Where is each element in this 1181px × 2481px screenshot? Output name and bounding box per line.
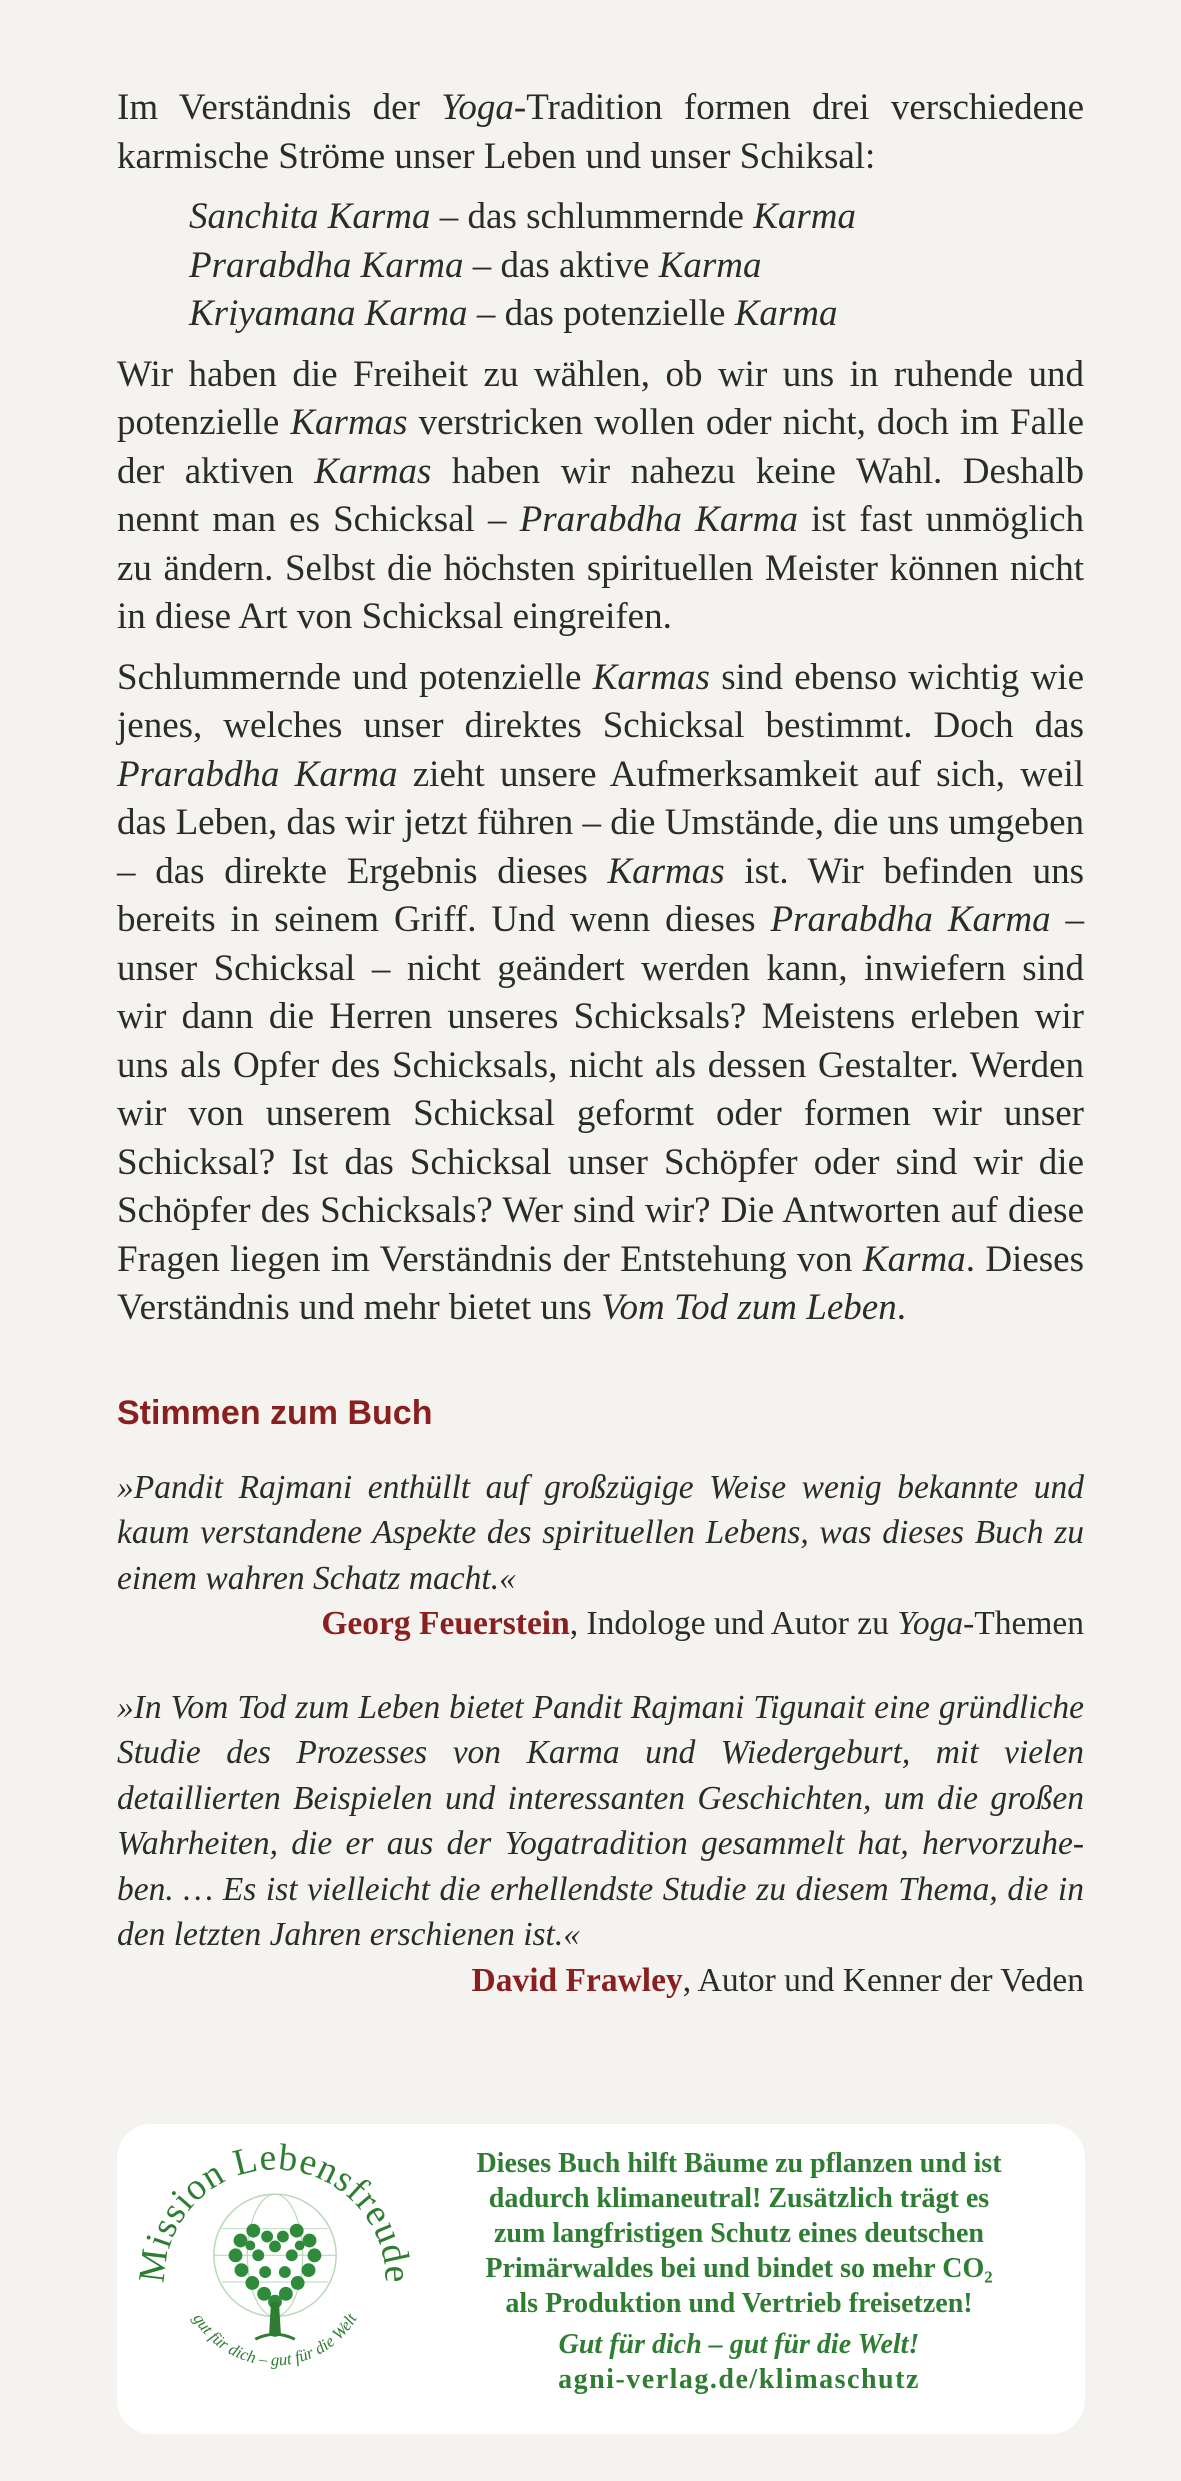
review-attribution: David Frawley, Autor und Kenner der Veden (471, 1961, 1084, 1999)
intro-paragraph: Im Verständnis der Yoga-Tradition formen drei verschiedene karmische Ströme unser Leben und unser Schiksal: (117, 87, 1084, 177)
climate-line: Dieses Buch hilft Bäume zu pflanzen und ist (476, 2148, 1002, 2179)
climate-line: zum langfristigen Schutz eines deutschen (494, 2218, 984, 2249)
review-quote: »Pandit Rajmani enthüllt auf großzügige Weise wenig bekannte und kaum verstandene Aspekte des spirituellen Lebens, was dieses Buch zu einem wahren Schatz macht.« (117, 1468, 1084, 1597)
review-feuerstein (117, 1465, 1084, 1647)
review-attribution: Georg Feuerstein, Indologe und Autor zu Yoga-Themen (321, 1605, 1084, 1642)
reviews-heading: Stimmen zum Buch (117, 1393, 433, 1432)
karma-list-item: Prarabdha Karma – das aktive Karma (189, 244, 762, 286)
reviewer-name: David Frawley (471, 1961, 683, 1999)
climate-line: als Produktion und Vertrieb freisetzen! (505, 2288, 973, 2319)
review-frawley (117, 1685, 1084, 2004)
destiny-paragraph: Schlummernde und potenzielle Karmas sind ebenso wichtig wie jenes, welches unser direktes Schicksal bestimmt. Doch das Prarabdha Karma zieht unsere Aufmerksamkeit auf sich, weil das Leben, das wir jetzt führen – die Umstände, die uns umgeben – das direkte Ergebnis dieses Karmas ist. Wir befinden uns bereits in seinem Griff. Und wenn dieses Prarabdha Karma – unser Schicksal – nicht geändert werden kann, inwiefern sind wir dann die Herren unseres Schicksals? Meistens erleben wir uns als Opfer des Schicksals, nicht als dessen Gestalter. Werden wir von unserem Schicksal geformt oder formen wir unser Schicksal? Ist das Schicksal unser Schöpfer oder sind wir die Schöpfer des Schicksals? Wer sind wir? Die Antworten auf diese Fragen liegen im Verständnis der Entstehung von Karma. Dieses Verständnis und mehr bietet uns Vom Tod zum Leben. (117, 656, 1085, 1328)
climate-panel (117, 2124, 1085, 2434)
svg-text:Mission Lebensfreude: Mission Lebensfreude (131, 2137, 418, 2285)
climate-url[interactable]: agni-verlag.de/klimaschutz (558, 2364, 920, 2395)
climate-line: dadurch klimaneutral! Zusätzlich trägt es (488, 2183, 990, 2214)
climate-slogan: Gut für dich – gut für die Welt! (558, 2329, 920, 2360)
karma-list (189, 193, 1084, 339)
reviewer-name: Georg Feuerstein (321, 1605, 570, 1642)
svg-text:gut für dich – gut für die Wel: gut für dich – gut für die Welt (189, 2309, 361, 2370)
karma-list-item: Kriyamana Karma – das potenzielle Karma (189, 293, 838, 334)
climate-line: Primärwaldes bei und bindet so mehr CO₂ (485, 2253, 993, 2284)
climate-text (409, 2146, 1069, 2397)
freedom-paragraph: Wir haben die Freiheit zu wählen, ob wir uns in ruhende und potenzielle Karmas verstricken wollen oder nicht, doch im Falle der aktiven Karmas haben wir nahezu keine Wahl. Deshalb nennt man es Schicksal – Prarabdha Karma ist fast unmöglich zu ändern. Selbst die höchsten spirituellen Meister können nicht in diese Art von Schicksal eingreifen. (117, 353, 1084, 637)
mission-lebensfreude-seal-icon (127, 2132, 423, 2428)
review-quote: »In Vom Tod zum Leben bietet Pandit Rajmani Tigunait eine gründliche Studie des Prozesses von Karma und Wiedergeburt, mit vielen detaillierten Beispielen und interessanten Geschichten, um die großen Wahrheiten, die er aus der Yogatradition gesammelt hat, hervorzuheben. … Es ist vielleicht die erhellendste Studie zu diesem Thema, die in den letzten Jahren erschienen ist.« (117, 1688, 1084, 1953)
page-content (117, 84, 1084, 2041)
karma-list-item: Sanchita Karma – das schlummernde Karma (189, 196, 856, 237)
